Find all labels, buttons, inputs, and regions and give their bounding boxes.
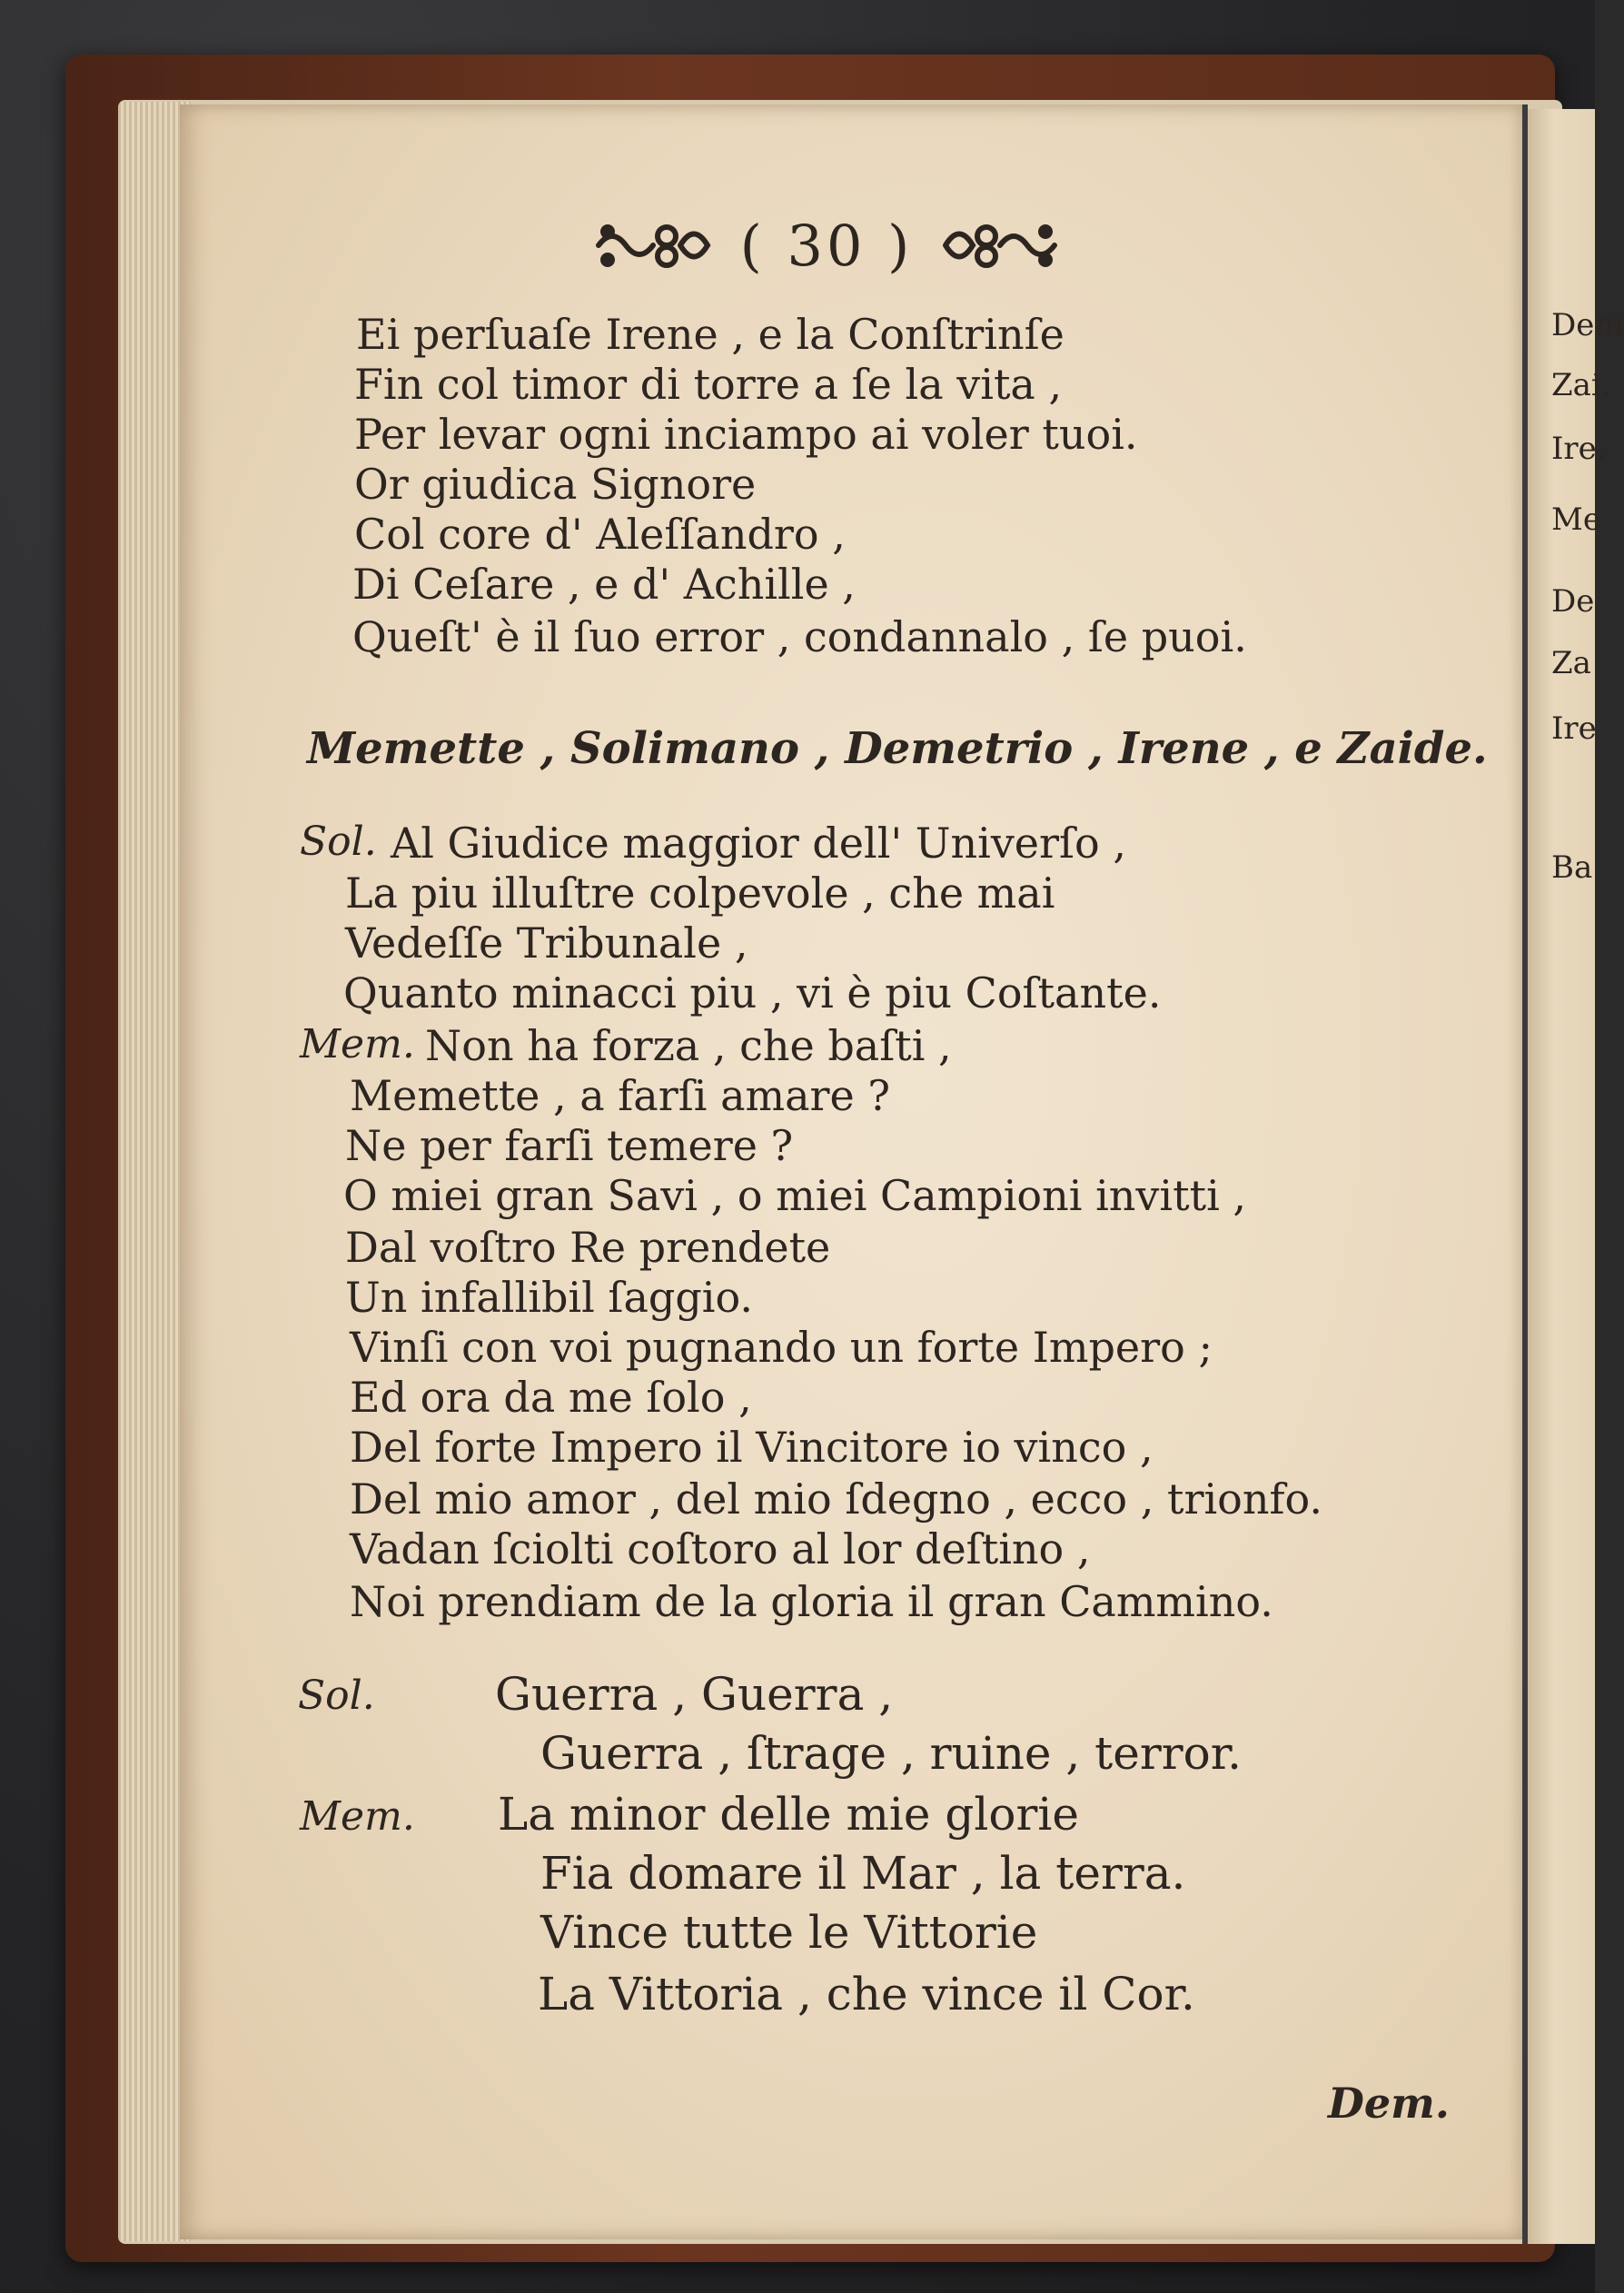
speaker-label: Sol.: [298, 1673, 375, 1719]
next-page-fragment: Za: [1551, 645, 1591, 681]
text-line: Al Giudice maggior dell' Univerſo ,: [391, 819, 1126, 868]
speaker-label: Mem.: [300, 1793, 415, 1840]
text-line: La piu illuſtre colpevole , che mai: [345, 869, 1055, 918]
text-line: Vinſi con voi pugnando un forte Impero ;: [350, 1323, 1213, 1372]
text-line: Ei perſuaſe Irene , e la Conſtrinſe: [356, 310, 1065, 359]
text-line: Non ha forza , che baſti ,: [425, 1021, 952, 1070]
speaker-label: Mem.: [300, 1021, 415, 1067]
next-page-fragment: Zai.: [1551, 367, 1611, 403]
text-line: Del mio amor , del mio ſdegno , ecco , trionfo.: [350, 1474, 1323, 1524]
gutter: [1522, 104, 1528, 2244]
text-line: Dal voſtro Re prendete: [345, 1223, 831, 1272]
text-line: Del forte Impero il Vincitore io vinco ,: [350, 1423, 1154, 1472]
next-page-fragment: Ire: [1551, 710, 1597, 747]
text-line: Memette , a farſi amare ?: [350, 1071, 891, 1120]
page-number: ( 30 ): [739, 212, 914, 279]
next-page-fragment: Ire.: [1551, 431, 1607, 467]
text-line: Quanto minacci piu , vi è piu Coſtante.: [343, 968, 1162, 1017]
next-page-fragment: Me: [1551, 501, 1601, 538]
text-line: Fia domare il Mar , la terra.: [540, 1847, 1186, 1900]
next-page-fragment: Ba: [1551, 849, 1593, 886]
text-line: Guerra , ſtrage , ruine , terror.: [540, 1727, 1243, 1780]
text-line: Guerra , Guerra ,: [495, 1668, 894, 1721]
text-line: Col core d' Aleſſandro ,: [354, 510, 846, 559]
next-page-fragment: De: [1551, 583, 1595, 620]
text-line: Fin col timor di torre a ſe la vita ,: [354, 360, 1063, 409]
text-line: Vince tutte le Vittorie: [540, 1906, 1038, 1959]
page-header: [509, 195, 1144, 295]
text-line: La Vittoria , che vince il Cor.: [538, 1968, 1195, 2020]
text-line: Per levar ogni inciampo ai voler tuoi.: [354, 410, 1138, 459]
text-line: Ne per farſi temere ?: [345, 1121, 794, 1170]
catchword: Dem.: [1328, 2079, 1450, 2128]
next-page-strip: [1526, 109, 1595, 2244]
ornament-left-icon: [589, 209, 717, 282]
text-line: Vadan ſciolti coſtoro al lor deſtino ,: [350, 1524, 1091, 1573]
text-line: Noi prendiam de la gloria il gran Cammino.: [350, 1577, 1273, 1626]
text-line: Un infallibil ſaggio.: [345, 1273, 753, 1322]
speaker-label: Sol.: [300, 819, 377, 865]
ornament-right-icon: [936, 209, 1064, 282]
text-line: La minor delle mie glorie: [498, 1788, 1079, 1841]
scene-heading: Memette , Solimano , Demetrio , Irene , e Zaide.: [307, 723, 1488, 774]
text-line: Or giudica Signore: [354, 460, 757, 509]
next-page-fragment: Dem: [1551, 307, 1624, 343]
text-line: Ed ora da me ſolo ,: [350, 1373, 752, 1422]
text-line: Di Ceſare , e d' Achille ,: [352, 560, 856, 609]
text-line: Queſt' è il ſuo error , condannalo , ſe puoi.: [352, 612, 1247, 661]
text-line: Vedeſſe Tribunale ,: [345, 918, 748, 968]
text-line: O miei gran Savi , o miei Campioni invitti ,: [343, 1171, 1247, 1220]
